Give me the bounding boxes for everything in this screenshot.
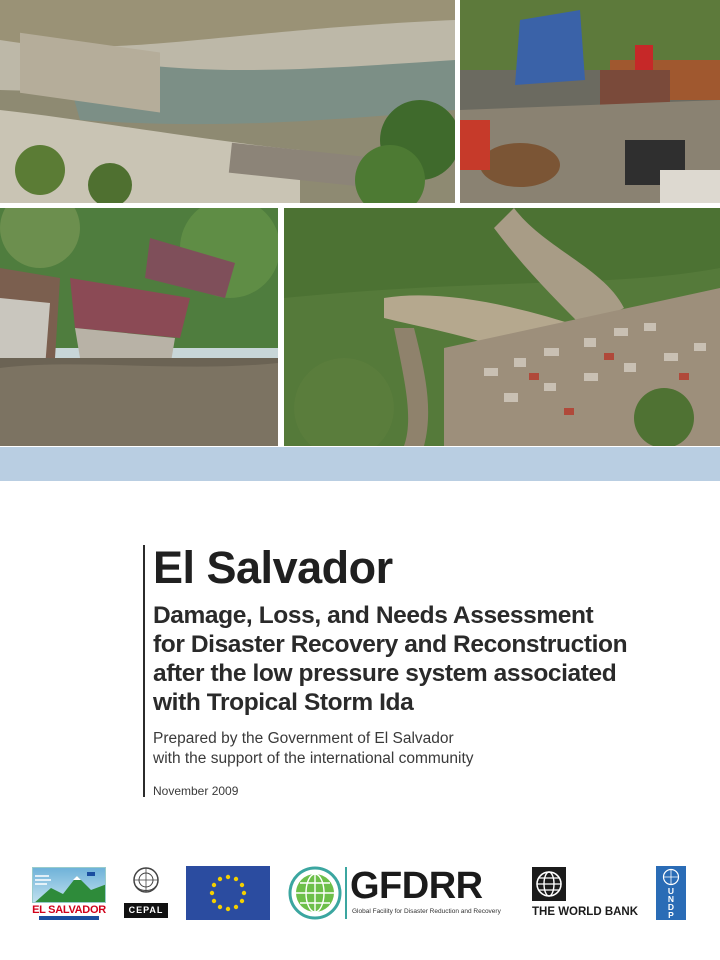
subtitle-line: for Disaster Recovery and Reconstruction xyxy=(153,631,628,658)
report-subtitle xyxy=(153,601,703,717)
un-emblem-icon xyxy=(660,868,682,886)
eu-flag-icon xyxy=(186,866,270,920)
gfdrr-logo xyxy=(288,866,516,920)
gfdrr-logo-name: GFDRR xyxy=(350,865,483,907)
world-bank-globe-icon xyxy=(532,867,566,901)
world-bank-logo xyxy=(531,866,641,920)
title-block xyxy=(143,542,703,798)
cepal-logo-text: CEPAL xyxy=(124,903,168,918)
prepared-line: with the support of the international community xyxy=(153,750,474,767)
photo-debris-household xyxy=(460,0,720,203)
undp-letter: P xyxy=(668,910,674,920)
el-salvador-logo-text: EL SALVADOR xyxy=(32,904,106,916)
undp-letter: U xyxy=(667,886,675,896)
photo-flooded-houses xyxy=(0,208,278,446)
photo-aerial-landslide xyxy=(284,208,720,446)
page-title: El Salvador xyxy=(153,542,393,593)
gfdrr-logo-tagline: Global Facility for Disaster Reduction and Recovery xyxy=(352,908,501,915)
el-salvador-logo-bar xyxy=(32,916,106,922)
un-emblem-icon xyxy=(132,866,160,894)
volcano-landscape-icon xyxy=(32,867,106,903)
el-salvador-logo xyxy=(32,867,106,919)
undp-letter: N xyxy=(667,894,675,904)
undp-logo xyxy=(656,866,686,920)
prepared-line: Prepared by the Government of El Salvador xyxy=(153,730,454,747)
subtitle-line: with Tropical Storm Ida xyxy=(153,689,414,716)
publication-date: November 2009 xyxy=(153,784,239,798)
eu-flag-logo xyxy=(186,866,270,920)
gfdrr-divider xyxy=(345,867,347,919)
cepal-logo xyxy=(124,866,168,920)
undp-letter: D xyxy=(667,902,675,912)
undp-logo-column xyxy=(656,866,686,920)
world-bank-logo-name: THE WORLD BANK xyxy=(532,906,639,918)
subtitle-line: after the low pressure system associated xyxy=(153,660,617,687)
globe-icon xyxy=(288,866,342,920)
accent-band xyxy=(0,447,720,481)
subtitle-line: Damage, Loss, and Needs Assessment xyxy=(153,602,594,629)
prepared-by xyxy=(153,729,703,769)
photo-collapsed-bridge xyxy=(0,0,455,203)
